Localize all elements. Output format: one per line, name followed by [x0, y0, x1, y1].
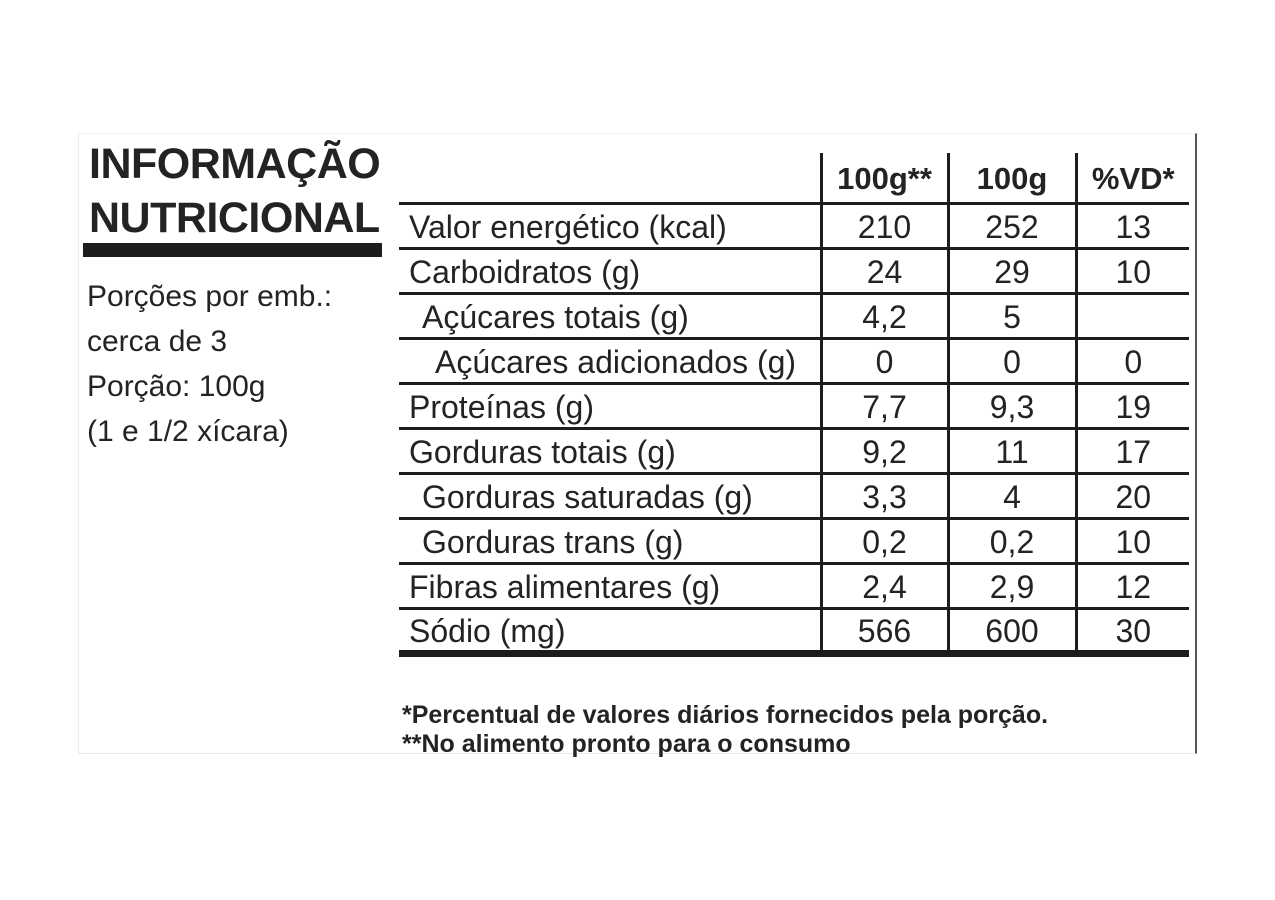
column-header-100g: 100g — [948, 153, 1076, 203]
value-percent-vd: 0 — [1076, 338, 1189, 383]
row-label: Valor energético (kcal) — [409, 208, 727, 245]
value-100g: 600 — [948, 608, 1076, 653]
value-percent-vd: 10 — [1076, 518, 1189, 563]
value-100g: 4 — [948, 473, 1076, 518]
footnotes-block — [402, 701, 1048, 759]
value-percent-vd: 20 — [1076, 473, 1189, 518]
row-label: Proteínas (g) — [409, 388, 594, 425]
serving-size-line: Porção: 100g — [87, 370, 266, 403]
servings-count-line: cerca de 3 — [87, 325, 228, 358]
value-percent-vd: 19 — [1076, 383, 1189, 428]
value-100g-prepared: 0,2 — [821, 518, 948, 563]
row-label: Gorduras totais (g) — [409, 433, 676, 470]
row-label: Açúcares totais (g) — [422, 298, 689, 335]
value-100g: 0 — [948, 338, 1076, 383]
column-header-percent-vd: %VD* — [1076, 153, 1189, 203]
table-row — [399, 428, 1189, 473]
value-percent-vd: 10 — [1076, 248, 1189, 293]
table-row — [399, 203, 1189, 248]
value-percent-vd: 17 — [1076, 428, 1189, 473]
footnote-daily-values: *Percentual de valores diários fornecidos pela porção. — [402, 701, 1049, 729]
table-row — [399, 248, 1189, 293]
row-label: Açúcares adicionados (g) — [435, 343, 797, 380]
value-percent-vd: 13 — [1076, 203, 1189, 248]
table-row — [399, 473, 1189, 518]
label-title-line1: INFORMAÇÃO — [89, 140, 381, 188]
value-100g: 0,2 — [948, 518, 1076, 563]
nutrition-table — [399, 153, 1189, 657]
value-100g: 5 — [948, 293, 1076, 338]
row-label: Gorduras trans (g) — [422, 523, 684, 560]
label-title — [89, 137, 380, 245]
row-label: Gorduras saturadas (g) — [422, 478, 753, 515]
footnote-prepared-food: **No alimento pronto para o consumo — [402, 730, 851, 758]
value-100g-prepared: 210 — [821, 203, 948, 248]
value-percent-vd: 12 — [1076, 563, 1189, 608]
row-label: Carboidratos (g) — [409, 253, 641, 290]
value-100g-prepared: 0 — [821, 338, 948, 383]
value-100g: 11 — [948, 428, 1076, 473]
value-100g-prepared: 24 — [821, 248, 948, 293]
value-100g-prepared: 2,4 — [821, 563, 948, 608]
value-percent-vd — [1076, 293, 1189, 338]
row-label: Fibras alimentares (g) — [409, 568, 721, 605]
servings-per-package-line: Porções por emb.: — [87, 280, 333, 313]
serving-measure-line: (1 e 1/2 xícara) — [87, 415, 289, 448]
value-100g: 2,9 — [948, 563, 1076, 608]
value-100g-prepared: 4,2 — [821, 293, 948, 338]
table-row — [399, 293, 1189, 338]
value-100g-prepared: 3,3 — [821, 473, 948, 518]
header-empty-cell — [399, 153, 821, 203]
table-row — [399, 608, 1189, 653]
nutrition-label-panel — [78, 133, 1197, 758]
table-row — [399, 563, 1189, 608]
table-row — [399, 518, 1189, 563]
table-row — [399, 338, 1189, 383]
serving-info-block — [87, 274, 332, 454]
label-title-line2: NUTRICIONAL — [89, 194, 380, 242]
title-underline-bar — [83, 243, 382, 257]
table-row — [399, 383, 1189, 428]
value-100g-prepared: 7,7 — [821, 383, 948, 428]
value-100g: 9,3 — [948, 383, 1076, 428]
column-header-100g-prepared: 100g** — [821, 153, 948, 203]
table-header-row — [399, 153, 1189, 203]
value-100g-prepared: 9,2 — [821, 428, 948, 473]
row-label: Sódio (mg) — [409, 612, 566, 649]
value-100g-prepared: 566 — [821, 608, 948, 653]
value-percent-vd: 30 — [1076, 608, 1189, 653]
value-100g: 252 — [948, 203, 1076, 248]
value-100g: 29 — [948, 248, 1076, 293]
